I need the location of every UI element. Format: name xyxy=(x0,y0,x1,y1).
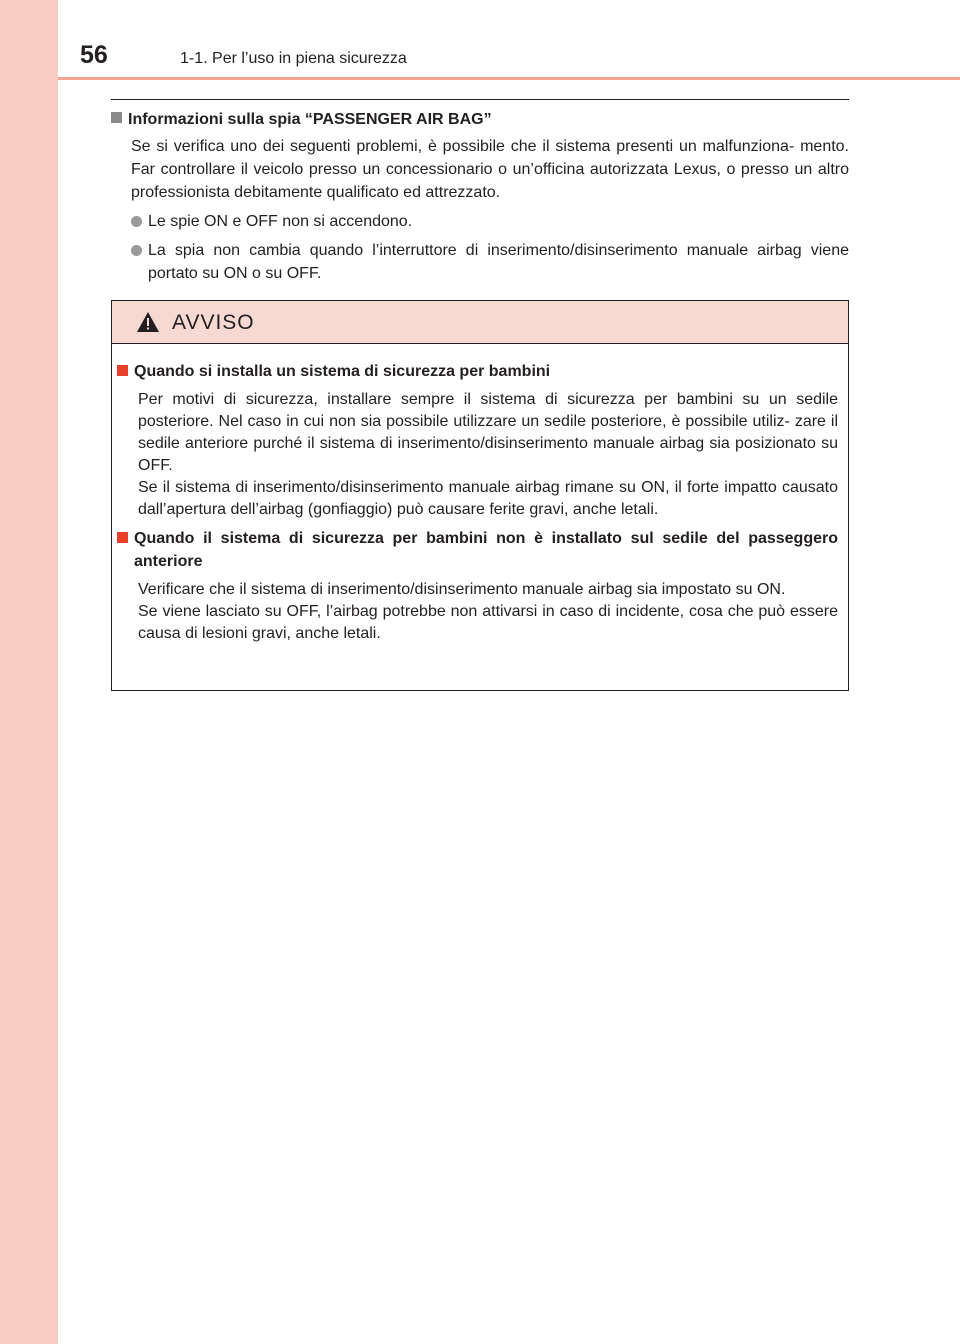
info-intro: Se si verifica uno dei seguenti problemi, è possibile che il sistema presenti un malfunziona- mento. Far controllare il veicolo presso un concessionario o un’officina autorizzata Lexus, o presso un altro professionista debitamente qualificato ed attrezzato. xyxy=(131,138,849,201)
warning-triangle-icon xyxy=(136,311,160,333)
page-number: 56 xyxy=(80,41,108,69)
info-section xyxy=(111,108,849,291)
warning-section-heading xyxy=(117,360,838,383)
square-bullet-icon xyxy=(111,112,122,123)
warning-title: AVVISO xyxy=(172,311,255,334)
info-heading-text: Informazioni sulla spia “PASSENGER AIR BAG” xyxy=(128,111,492,128)
warning-box xyxy=(111,300,849,691)
warning-section-heading-text: Quando si installa un sistema di sicurezza per bambini xyxy=(134,363,551,380)
square-bullet-icon xyxy=(117,532,128,543)
warning-paragraph: Verificare che il sistema di inserimento/disinserimento manuale airbag sia impostato su ON. xyxy=(138,581,786,598)
info-heading xyxy=(111,108,849,131)
square-bullet-icon xyxy=(117,365,128,376)
circle-bullet-icon xyxy=(131,245,142,256)
section-title: 1-1. Per l’uso in piena sicurezza xyxy=(180,50,407,67)
list-item-text: Le spie ON e OFF non si accendono. xyxy=(148,213,413,230)
info-bullet-list xyxy=(111,210,849,285)
warning-paragraph: Se il sistema di inserimento/disinserimento manuale airbag rimane su ON, il forte impatto causato dall’apertura dell’airbag (gonfiaggio) può causare ferite gravi, anche letali. xyxy=(138,479,838,518)
warning-section-heading xyxy=(117,527,838,573)
list-item-text: La spia non cambia quando l’interruttore di inserimento/disinserimento manuale airbag viene portato su ON o su OFF. xyxy=(148,242,849,282)
content-top-rule xyxy=(111,99,849,100)
list-item xyxy=(131,210,849,233)
warning-paragraph: Per motivi di sicurezza, installare sempre il sistema di sicurezza per bambini su un sedile posteriore. Nel caso in cui non sia possibile utilizzare un sedile posteriore, è possibile utiliz- zare il sedile anteriore purché il sistema di inserimento/disinserimento manuale airbag sia posizionato su OFF. xyxy=(138,391,838,474)
circle-bullet-icon xyxy=(131,216,142,227)
side-color-band xyxy=(0,0,58,1344)
header-rule xyxy=(58,77,960,80)
list-item xyxy=(131,239,849,285)
page-header xyxy=(58,0,960,78)
warning-paragraph: Se viene lasciato su OFF, l’airbag potrebbe non attivarsi in caso di incidente, cosa che può essere causa di lesioni gravi, anche letali. xyxy=(138,603,838,642)
warning-header xyxy=(112,301,848,344)
warning-section-heading-text: Quando il sistema di sicurezza per bambini non è installato sul sedile del passeggero anteriore xyxy=(134,530,838,570)
warning-body xyxy=(112,344,848,645)
